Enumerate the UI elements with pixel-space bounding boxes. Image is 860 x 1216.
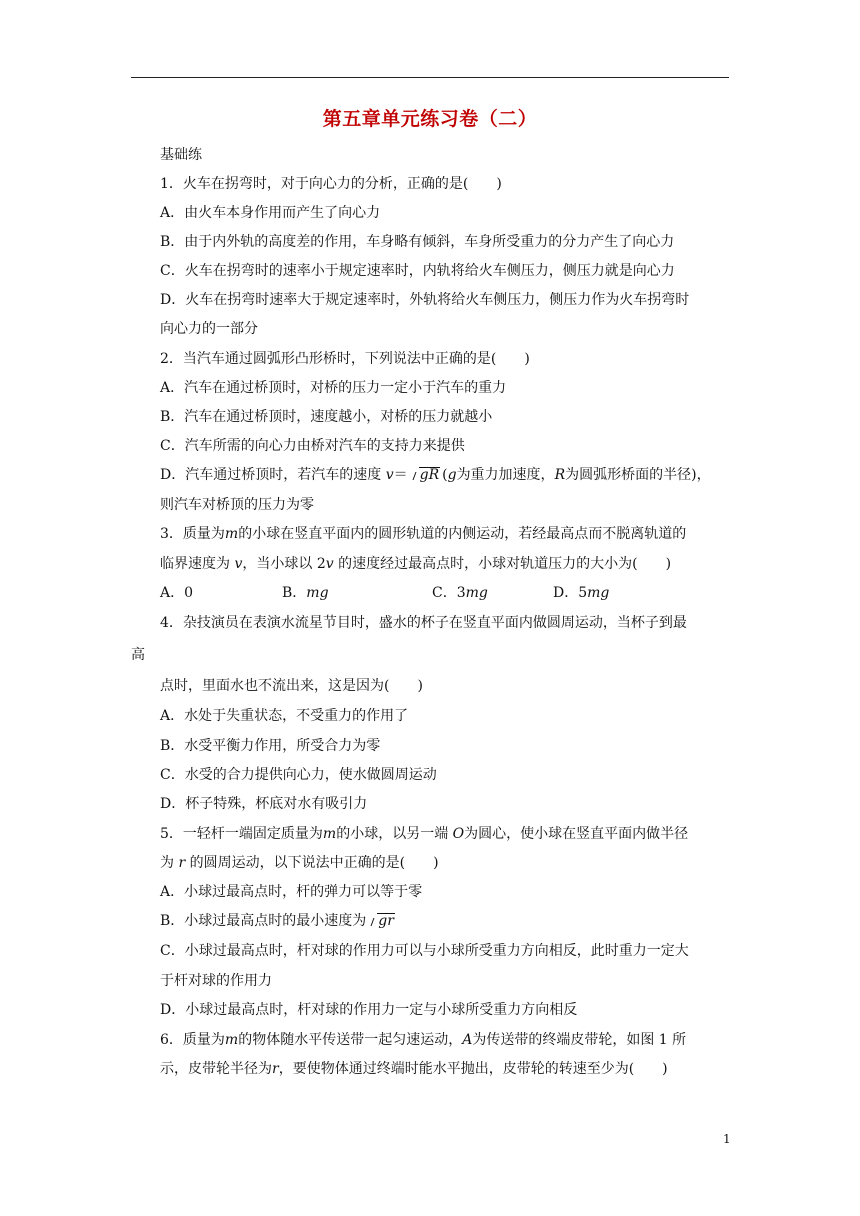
q3-option-c: C．3mg xyxy=(432,585,488,601)
q1-option-c: C．火车在拐弯时的速率小于规定速率时，内轨将给火车侧压力，侧压力就是向心力 xyxy=(160,263,675,279)
q2-option-b: B．汽车在通过桥顶时，速度越小，对桥的压力就越小 xyxy=(160,409,493,425)
q4-option-d: D．杯子特殊，杯底对水有吸引力 xyxy=(160,796,368,812)
q5-stem-line2: 为 r 的圆周运动，以下说法中正确的是( ) xyxy=(160,855,439,871)
q4-stem-line1: 4．杂技演员在表演水流星节目时，盛水的杯子在竖直平面内做圆周运动，当杯子到最 xyxy=(160,615,687,631)
section-heading: 基础练 xyxy=(160,147,202,163)
sqrt-symbol: gr xyxy=(368,912,395,930)
page-number: 1 xyxy=(723,1132,731,1146)
header-rule xyxy=(131,77,729,78)
q5-option-b: B．小球过最高点时的最小速度为 gr xyxy=(160,913,394,929)
q4-option-b: B．水受平衡力作用，所受合力为零 xyxy=(160,738,381,754)
q5-option-d: D．小球过最高点时，杆对球的作用力一定与小球所受重力方向相反 xyxy=(160,1002,578,1018)
q5-option-c: C．小球过最高点时，杆对球的作用力可以与小球所受重力方向相反，此时重力一定大 xyxy=(160,943,689,959)
q4-option-c: C．水受的合力提供向心力，使水做圆周运动 xyxy=(160,767,437,783)
page-title: 第五章单元练习卷（二） xyxy=(322,108,538,130)
q3-stem-line1: 3．质量为m的小球在竖直平面内的圆形轨道的内侧运动，若经最高点而不脱离轨道的 xyxy=(160,526,687,542)
q3-stem-line2: 临界速度为 v，当小球以 2v 的速度经过最高点时，小球对轨道压力的大小为( ) xyxy=(160,556,672,572)
q2-stem: 2．当汽车通过圆弧形凸形桥时，下列说法中正确的是( ) xyxy=(160,351,530,367)
q1-option-a: A．由火车本身作用而产生了向心力 xyxy=(160,205,381,221)
q1-option-d: D．火车在拐弯时速率大于规定速率时，外轨将给火车侧压力，侧压力作为火车拐弯时 xyxy=(160,292,690,308)
q4-stem-line3: 点时，里面水也不流出来，这是因为( ) xyxy=(160,678,423,694)
q5-stem-line1: 5．一轻杆一端固定质量为m的小球，以另一端 O为圆心，使小球在竖直平面内做半径 xyxy=(160,826,689,842)
q1-stem: 1．火车在拐弯时，对于向心力的分析，正确的是( ) xyxy=(160,176,502,192)
q5-option-a: A．小球过最高点时，杆的弹力可以等于零 xyxy=(160,884,423,900)
q6-stem-line1: 6．质量为m的物体随水平传送带一起匀速运动，A为传送带的终端皮带轮，如图 1 所 xyxy=(160,1032,687,1048)
q2-option-a: A．汽车在通过桥顶时，对桥的压力一定小于汽车的重力 xyxy=(160,380,507,396)
q2-option-d-cont: 则汽车对桥顶的压力为零 xyxy=(160,497,314,513)
q6-stem-line2: 示，皮带轮半径为r，要使物体通过终端时能水平抛出，皮带轮的转速至少为( ) xyxy=(160,1061,668,1077)
q4-stem-line2: 高 xyxy=(131,647,145,663)
q2-option-c: C．汽车所需的向心力由桥对汽车的支持力来提供 xyxy=(160,438,465,454)
q5-option-c-cont: 于杆对球的作用力 xyxy=(160,973,272,989)
q1-option-b: B．由于内外轨的高度差的作用，车身略有倾斜，车身所受重力的分力产生了向心力 xyxy=(160,234,675,250)
sqrt-symbol: gR xyxy=(410,466,441,484)
q3-option-b: B．mg xyxy=(282,585,329,601)
q1-option-d-cont: 向心力的一部分 xyxy=(160,321,258,337)
q3-option-d: D．5mg xyxy=(553,585,610,601)
q2-option-d: D．汽车通过桥顶时，若汽车的速度 v＝ gR (g为重力加速度，R为圆弧形桥面的半径)， xyxy=(160,467,711,483)
q3-option-a: A．0 xyxy=(160,585,194,601)
q4-option-a: A．水处于失重状态，不受重力的作用了 xyxy=(160,708,409,724)
